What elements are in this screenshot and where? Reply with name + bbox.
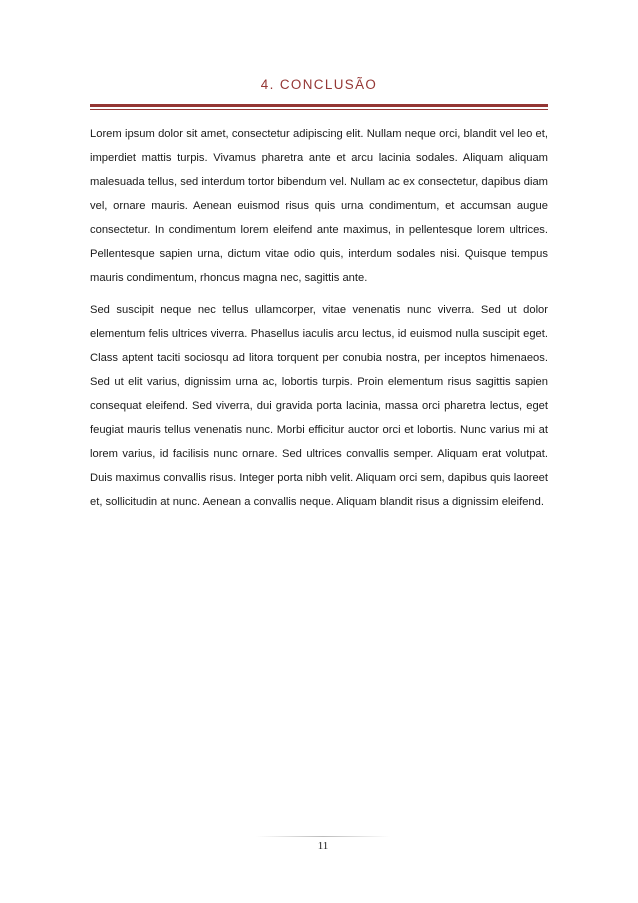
footer-divider	[256, 836, 390, 837]
page-number: 11	[317, 840, 329, 852]
paragraph-2: Sed suscipit neque nec tellus ullamcorper, vitae venenatis nunc viverra. Sed ut dolor elementum felis ultrices viverra. Phasellus iaculis arcu lectus, id euismod nulla suscipit eget. Class aptent taciti sociosqu ad litora torquent per conubia nostra, per inceptos himenaeos. Sed ut elit varius, dignissim urna ac, lobortis turpis. Proin elementum risus sagittis sapien consequat eleifend. Sed viverra, dui gravida porta lacinia, massa orci pharetra lectus, eget feugiat mauris tellus venenatis nunc. Morbi efficitur auctor orci et lobortis. Nunc varius mi at lorem varius, id facilisis nunc ornare. Sed ultrices convallis semper. Aliquam erat volutpat. Duis maximus convallis risus. Integer porta nibh velit. Aliquam orci sem, dapibus quis laoreet et, sollicitudin at nunc. Aenean a convallis neque. Aliquam blandit risus a dignissim eleifend.	[90, 304, 548, 508]
section-heading: 4. CONCLUSÃO	[260, 77, 378, 92]
paragraph-1: Lorem ipsum dolor sit amet, consectetur adipiscing elit. Nullam neque orci, blandit vel leo et, imperdiet mattis turpis. Vivamus pharetra ante et arcu lacinia sodales. Aliquam aliquam malesuada tellus, sed interdum tortor bibendum vel. Nullam ac ex consectetur, dapibus diam vel, ornare mauris. Aenean euismod risus quis urna condimentum, et accumsan augue consectetur. In condimentum lorem eleifend ante maximus, in pellentesque lorem ultrices. Pellentesque sapien urna, dictum vitae odio quis, interdum sodales nisi. Quisque tempus mauris condimentum, rhoncus magna nec, sagittis ante.	[90, 128, 548, 284]
heading-rule-thin	[90, 109, 548, 110]
heading-rule-thick	[90, 104, 548, 107]
body-text	[90, 122, 548, 514]
